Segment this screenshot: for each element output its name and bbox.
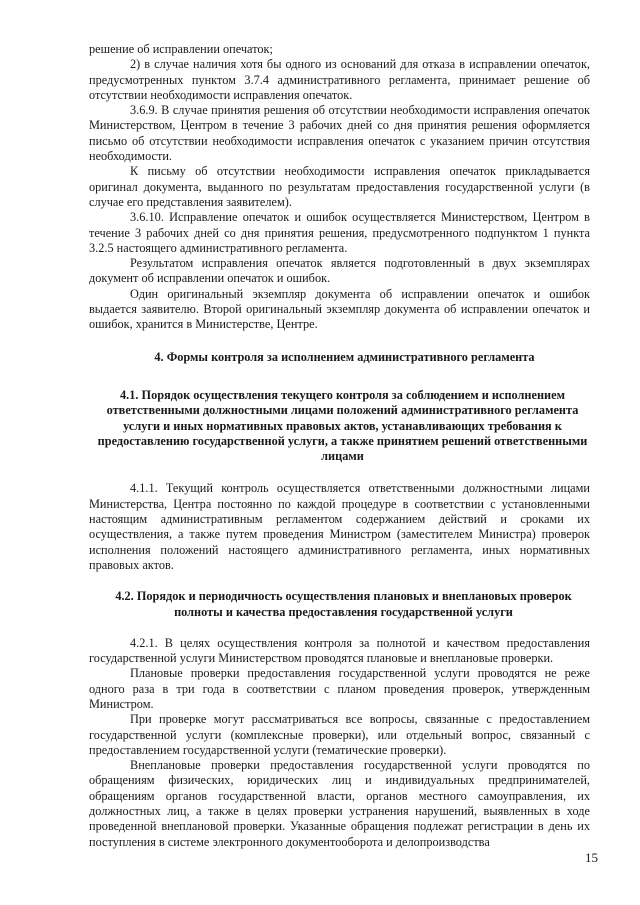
paragraph-planned-checks: Плановые проверки предоставления государственной услуги проводятся не реже одного раза в три года в соответствии с планом проведения проверок, утвержденным Министром. [89,666,590,711]
paragraph-4-1-1: 4.1.1. Текущий контроль осуществляется ответственными должностными лицами Министерства, Центра постоянно по каждой процедуре в соответствии с установленными настоящим административным регламентом содержанием действий и сроками их осуществления, а также путем проведения Министром (заместителем Министра) проверок исполнения положений настоящего административного регламента, иных нормативных правовых актов. [89,481,590,572]
section-4-heading: 4. Формы контроля за исполнением административного регламента [154,349,535,364]
paragraph-decision-fix: решение об исправлении опечаток; [89,42,273,56]
paragraph-result: Результатом исправления опечаток является подготовленный в двух экземплярах документ об исправлении опечаток и ошибок. [89,256,590,286]
section-4-2-heading: 4.2. Порядок и периодичность осуществления плановых и внеплановых проверок полноты и качества предоставления государственной услуги [115,589,572,619]
section-4-1-heading: 4.1. Порядок осуществления текущего контроля за соблюдением и исполнением ответственными должностными лицами положений административного регламента услуги и иных нормативных правовых актов, устанавливающих требования к предоставлению государственной услуги, а также принятием решений ответственными лицами [97,387,588,464]
paragraph-3-6-9: 3.6.9. В случае принятия решения об отсутствии необходимости исправления опечаток Министерством, Центром в течение 3 рабочих дней со дня принятия решения оформляется письмо об отсутствии необходимости исправления опечаток с указанием причин отсутствия необходимости. [89,103,590,164]
paragraph-original-copy: Один оригинальный экземпляр документа об исправлении опечаток и ошибок выдается заявителю. Второй оригинальный экземпляр документа об исправлении опечаток и ошибок, хранится в Министерстве, Центре. [89,286,590,332]
paragraph-unplanned-checks: Внеплановые проверки предоставления государственной услуги проводятся по обращениям физических, юридических лиц и индивидуальных предпринимателей, обращениям органов государственной власти, органов местного самоуправления, их должностных лиц, а также в целях проверки устранения нарушений, выявленных в ходе проведенной внеплановой проверки. Указанные обращения подлежат регистрации в день их поступления в системе электронного документооборота и делопроизводства [89,758,590,849]
paragraph-4-2-1: 4.2.1. В целях осуществления контроля за полнотой и качеством предоставления государственной услуги Министерством проводятся плановые и внеплановые проверки. [89,635,590,666]
paragraph-letter-attachment: К письму об отсутствии необходимости исправления опечаток прикладывается оригинал документа, выданного по результатам предоставления государственной услуги (в случае его представления заявителем). [89,164,590,209]
paragraph-check-scope: При проверке могут рассматриваться все вопросы, связанные с предоставлением государственной услуги (комплексные проверки), или отдельный вопрос, связанный с предоставлением государственной услуги (тематические проверки). [89,712,590,757]
paragraph-item-2: 2) в случае наличия хотя бы одного из оснований для отказа в исправлении опечаток, предусмотренных пунктом 3.7.4 административного регламента, принимает решение об отсутствии необходимости исправления опечаток. [89,57,590,102]
paragraph-3-6-10: 3.6.10. Исправление опечаток и ошибок осуществляется Министерством, Центром в течение 3 рабочих дней со дня принятия решения, предусмотренного подпунктом 1 пункта 3.2.5 настоящего административного регламента. [89,210,590,255]
page-number: 15 [585,850,598,865]
